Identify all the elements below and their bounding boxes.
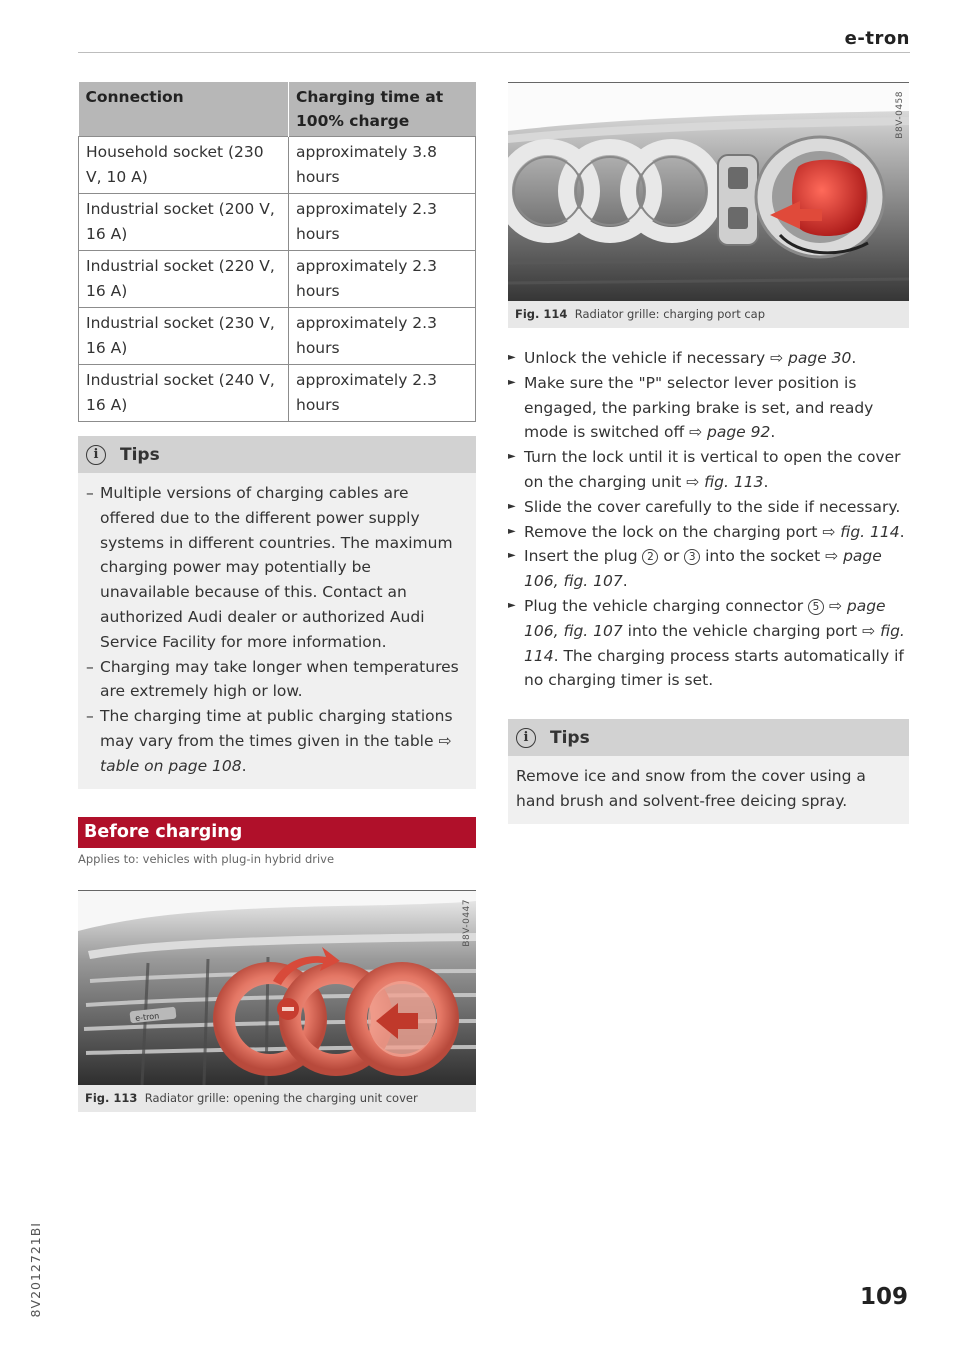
tips-box — [78, 436, 476, 789]
figure-id: B8V-0447 — [462, 898, 472, 947]
callout-number: 2 — [642, 549, 658, 565]
callout-number: 3 — [684, 549, 700, 565]
table-cell: approximately 2.3 hours — [289, 365, 476, 422]
step-slide-cover: ► Slide the cover carefully to the side if necessary. — [508, 495, 909, 520]
tips-item: – Multiple versions of charging cables are offered due to the different power supply systems in different countries. The maximum charging power may potentially be unavailable because of this. Contact an authorized Audi dealer or authorized Audi Service Facility for more information. — [86, 481, 462, 655]
info-icon: i — [516, 728, 536, 748]
figure-caption: Fig. 114 Radiator grille: charging port cap — [508, 301, 909, 328]
table-cell: approximately 3.8 hours — [289, 137, 476, 194]
table-header: Charging time at 100% charge — [289, 82, 476, 137]
document-code: 8V2012721BI — [28, 1222, 43, 1318]
figure-114 — [508, 82, 909, 328]
step-turn-lock: ► Turn the lock until it is vertical to open the cover on the charging unit ⇨ fig. 113. — [508, 445, 909, 495]
table-reference-link[interactable]: ⇨ table on page 108 — [100, 731, 452, 775]
table-cell: Industrial socket (220 V, 16 A) — [79, 251, 289, 308]
figure-caption: Fig. 113 Radiator grille: opening the charging unit cover — [78, 1085, 476, 1112]
step-insert-plug: ► Insert the plug 2 or 3 into the socket ⇨ page 106, fig. 107. — [508, 544, 909, 594]
charging-time-table — [78, 82, 476, 422]
grille-cover-illustration — [78, 891, 476, 1085]
tips-header — [78, 436, 476, 473]
figure-link[interactable]: ⇨ fig. 114 — [822, 522, 900, 541]
tips-body: Remove ice and snow from the cover using a hand brush and solvent-free deicing spray. — [516, 767, 866, 810]
figure-113 — [78, 890, 476, 1112]
table-cell: Household socket (230 V, 10 A) — [79, 137, 289, 194]
figure-link[interactable]: ⇨ fig. 113 — [686, 472, 764, 491]
table-row — [79, 137, 476, 194]
section-name: e-tron — [844, 28, 910, 49]
table-cell: approximately 2.3 hours — [289, 194, 476, 251]
step-unlock: ► Unlock the vehicle if necessary ⇨ page 30. — [508, 346, 909, 371]
tips-title: Tips — [120, 444, 160, 465]
table-cell: approximately 2.3 hours — [289, 308, 476, 365]
table-header-row — [79, 82, 476, 137]
figure-114-image — [508, 83, 909, 301]
table-row — [79, 365, 476, 422]
table-row — [79, 251, 476, 308]
section-heading: Before charging — [78, 817, 476, 848]
info-icon: i — [86, 445, 106, 465]
table-row — [79, 194, 476, 251]
figure-113-image — [78, 891, 476, 1085]
tips-title: Tips — [550, 727, 590, 748]
table-cell: Industrial socket (200 V, 16 A) — [79, 194, 289, 251]
tips-item: – Charging may take longer when temperatures are extremely high or low. — [86, 655, 462, 705]
step-selector-lever: ► Make sure the "P" selector lever position is engaged, the parking brake is set, and ready mode is switched off ⇨ page 92. — [508, 371, 909, 445]
page-link[interactable]: ⇨ page 106, fig. 107 — [524, 547, 882, 591]
tips-body — [78, 473, 476, 789]
right-column — [508, 82, 909, 824]
instruction-steps — [508, 346, 909, 693]
step-remove-lock: ► Remove the lock on the charging port ⇨ fig. 114. — [508, 520, 909, 545]
table-row — [79, 308, 476, 365]
grille-badge-text: e-tron — [134, 1010, 160, 1023]
table-cell: approximately 2.3 hours — [289, 251, 476, 308]
header-rule — [78, 52, 910, 53]
left-column — [78, 82, 476, 1112]
step-plug-connector: ► Plug the vehicle charging connector 5 ⇨ page 106, fig. 107 into the vehicle charging port ⇨ fig. 114. The charging process starts automatically if no charging timer is set. — [508, 594, 909, 693]
tips-box — [508, 719, 909, 824]
callout-number: 5 — [808, 599, 824, 615]
table-cell: Industrial socket (230 V, 16 A) — [79, 308, 289, 365]
applies-to-note: Applies to: vehicles with plug-in hybrid drive — [78, 851, 335, 866]
page-link[interactable]: ⇨ page 92 — [689, 423, 771, 442]
page-link[interactable]: ⇨ page 30 — [770, 349, 852, 367]
table-cell: Industrial socket (240 V, 16 A) — [79, 365, 289, 422]
figure-id: B8V-0458 — [895, 91, 905, 139]
charging-port-illustration — [508, 83, 909, 301]
page-link[interactable]: ⇨ page 106, fig. 107 — [524, 596, 886, 640]
table-header: Connection — [79, 82, 289, 137]
page-number: 109 — [859, 1284, 908, 1310]
tips-item: – The charging time at public charging stations may vary from the times given in the table ⇨ table on page 108. — [86, 704, 462, 778]
tips-header — [508, 719, 909, 756]
figure-link[interactable]: ⇨ fig. 114 — [524, 621, 905, 665]
